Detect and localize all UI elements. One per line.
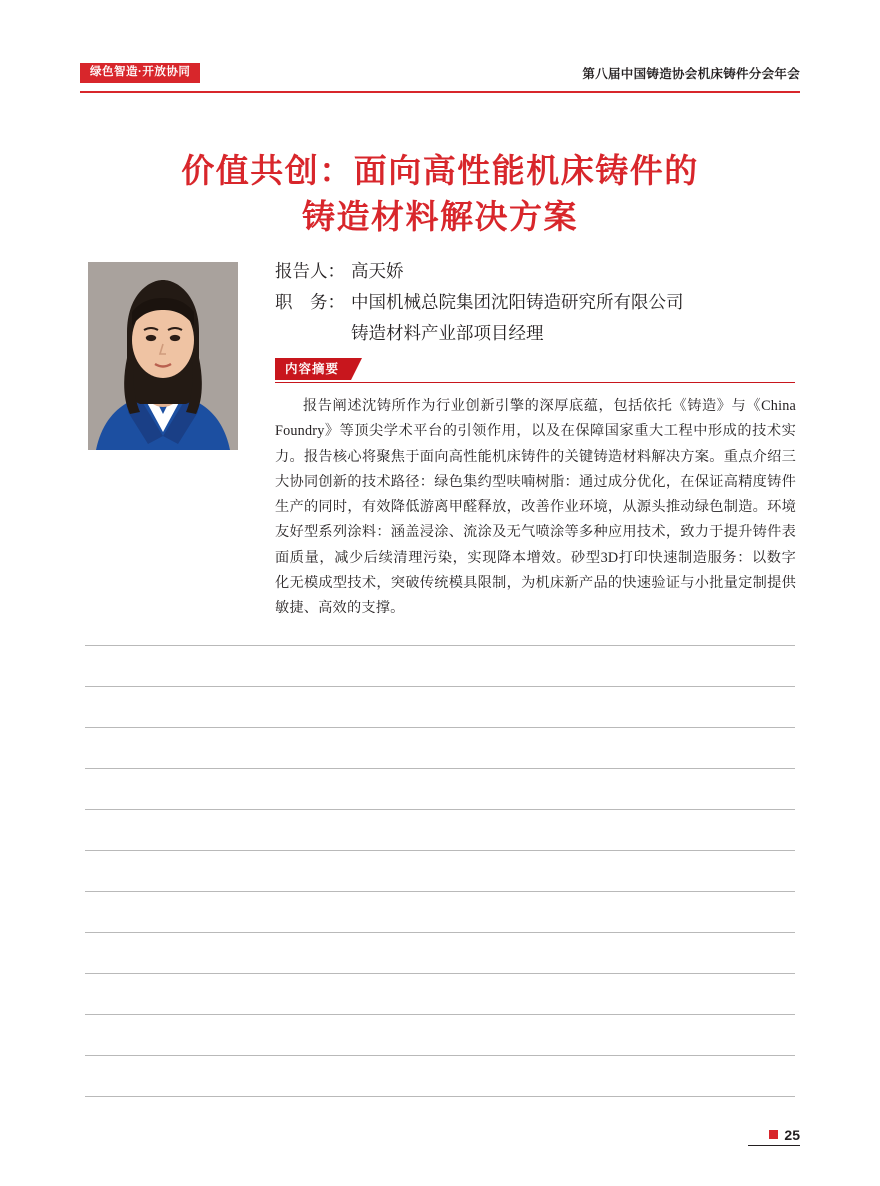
note-line [85, 851, 795, 892]
abstract-body: 报告阐述沈铸所作为行业创新引擎的深厚底蕴，包括依托《铸造》与《China Foundry》等顶尖学术平台的引领作用，以及在保障国家重大工程中形成的技术实力。报告核心将聚焦于面向高性能机床铸件的关键铸造材料解决方案。重点介绍三大协同创新的技术路径：绿色集约型呋喃树脂：通过成分优化，在保证高精度铸件生产的同时，有效降低游离甲醛释放，改善作业环境，从源头推动绿色制造。环境友好型系列涂料：涵盖浸涂、流涂及无气喷涂等多种应用技术，致力于提升铸件表面质量，减少后续清理污染，实现降本增效。砂型3D打印快速制造服务：以数字化无模成型技术，突破传统模具限制，为机床新产品的快速验证与小批量定制提供敏捷、高效的支撑。 [275, 398, 796, 617]
note-line [85, 728, 795, 769]
footer-divider [748, 1145, 800, 1146]
note-line [85, 687, 795, 728]
presenter-label: 报告人： [275, 261, 345, 281]
note-lines [85, 605, 795, 1097]
note-line [85, 1015, 795, 1056]
header-divider [80, 91, 800, 93]
page-number: 25 [784, 1127, 800, 1143]
page-header [80, 60, 800, 86]
note-line [85, 1056, 795, 1097]
note-line [85, 646, 795, 687]
abstract-heading [275, 358, 795, 382]
position-row [275, 287, 795, 318]
position-line-1: 中国机械总院集团沈阳铸造研究所有限公司 [351, 292, 684, 312]
position-label: 职 务： [275, 292, 345, 312]
page-title [80, 148, 800, 240]
note-line [85, 810, 795, 851]
position-row-continued [275, 318, 795, 349]
note-line [85, 892, 795, 933]
note-line [85, 605, 795, 646]
presenter-name: 高天娇 [351, 261, 404, 281]
note-line [85, 933, 795, 974]
footer-square-icon [769, 1130, 778, 1139]
page-footer [769, 1128, 800, 1142]
presenter-row [275, 256, 795, 287]
speaker-portrait-photo [88, 262, 238, 450]
speaker-info [275, 256, 795, 349]
header-conference-title: 第八届中国铸造协会机床铸件分会年会 [582, 67, 800, 81]
position-line-2: 铸造材料产业部项目经理 [351, 323, 544, 343]
note-line [85, 974, 795, 1015]
title-line-2: 铸造材料解决方案 [302, 198, 578, 235]
note-line [85, 769, 795, 810]
title-line-1: 价值共创：面向高性能机床铸件的 [181, 152, 699, 189]
abstract-heading-label: 内容摘要 [275, 358, 351, 380]
abstract-heading-divider [275, 382, 795, 384]
header-slogan-tag: 绿色智造·开放协同 [80, 63, 200, 84]
